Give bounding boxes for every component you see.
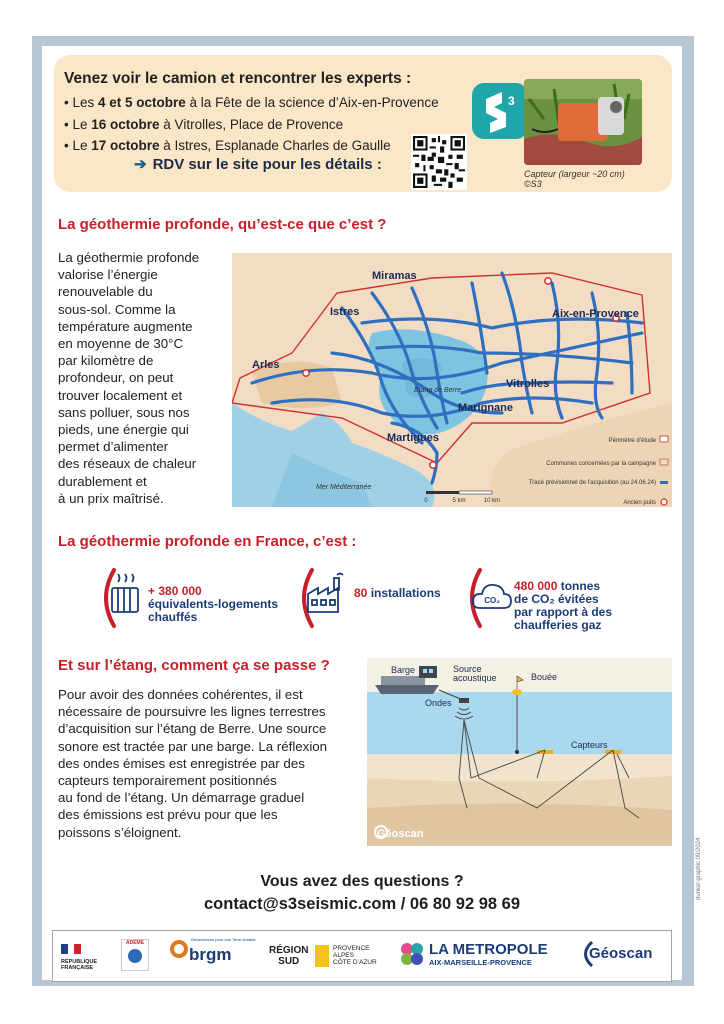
event-list	[64, 92, 439, 157]
qr-code[interactable]	[411, 134, 467, 190]
section-geothermie-text: La géothermie profonde valorise l’énergie renouvelable du sous-sol. Comme la température augmente en moyenne de 30°C par kilomètre de profondeur, on peut trouver localement et sans polluer, sous nos pieds, une énergie qui permet d’alimenter des réseaux de chaleur durablement et à un prix maîtrisé.	[58, 250, 200, 506]
stat-housing-number: + 380 000	[148, 584, 202, 598]
ademe-logo: ADEME	[121, 939, 149, 971]
stat-installations: 80 installations	[294, 566, 454, 630]
legend-track-swatch	[660, 481, 668, 484]
source-label-line1: Source	[453, 664, 482, 674]
lake-label: Etang de Berre	[414, 387, 462, 394]
side-credit: dunkel graphic 09/2024	[696, 837, 702, 900]
svg-text:10 km: 10 km	[483, 498, 501, 504]
town-label: Marignane	[458, 402, 514, 414]
legend-wells: Ancien puits	[623, 500, 656, 506]
geoscan-logo	[375, 826, 424, 840]
section-etang-text: Pour avoir des données cohérentes, il est nécessaire de poursuivre les lignes terrestres d’acquisition sur l’étang de Berre. Une source sonore est tractée par une barge. La réflexion des ondes émises est enregistrée par des capteurs temporairement positionnés au fond de l’étang. Un démarrage graduel des émissions est prévu pour que les poissons s’éloignent.	[58, 687, 328, 840]
svg-text:Géoscan: Géoscan	[377, 828, 424, 840]
sensor-photo	[524, 79, 642, 165]
photo-caption: Capteur (largeur ~20 cm) ©S3	[524, 169, 625, 189]
event-item: • Le 17 octobre à Istres, Esplanade Charles de Gaulle	[64, 138, 391, 153]
svg-text:5 km: 5 km	[452, 498, 466, 504]
legend-track: Tracé prévisionnel de l’acquisition (au 24.06.24)	[528, 480, 656, 486]
stat-installations-number: 80	[354, 586, 368, 600]
paca-shield-icon	[315, 945, 329, 967]
town-label: Vitrolles	[506, 378, 550, 390]
section-france-title: La géothermie profonde en France, c’est :	[58, 533, 357, 550]
contact-line[interactable]: contact@s3seismic.com / 06 80 92 98 69	[203, 895, 521, 913]
legend-perimeter: Périmètre d’étude	[608, 438, 656, 444]
event-box	[54, 55, 672, 192]
event-title: Venez voir le camion et rencontrer les experts :	[64, 70, 412, 87]
survey-map	[232, 253, 672, 507]
qr-code-icon	[413, 136, 465, 188]
brgm-icon	[169, 939, 189, 959]
section-etang-title: Et sur l’étang, comment ça se passe ?	[58, 657, 330, 674]
town-label: Arles	[252, 359, 280, 371]
town-label: Aix-en-Provence	[552, 308, 639, 320]
sea-label: Mer Méditerranée	[316, 484, 372, 491]
stat-co2-number: 480 000	[514, 579, 558, 593]
paca-text: PROVENCE ALPES CÔTE D’AZUR	[333, 945, 377, 966]
buoy-label: Bouée	[531, 672, 558, 682]
arrow-right-icon: ➔	[134, 156, 147, 173]
event-item: • Les 4 et 5 octobre à la Fête de la science d’Aix-en-Provence	[64, 95, 439, 110]
sensors-label: Capteurs	[571, 740, 608, 750]
rdv-link[interactable]: ➔ RDV sur le site pour les détails :	[134, 156, 382, 173]
town-label: Martigues	[387, 432, 439, 444]
republique-francaise-logo: RÉPUBLIQUE FRANÇAISE	[61, 941, 97, 971]
source-label-line2: acoustique	[453, 673, 497, 683]
questions-heading: Vous avez des questions ?	[260, 873, 464, 890]
s3-logo	[472, 83, 528, 139]
metropole-icon	[399, 941, 425, 967]
legend-communes: Communes concernées par la campagne	[546, 461, 656, 467]
metropole-logo: LA METROPOLE AIX-MARSEILLE-PROVENCE	[399, 941, 425, 972]
svg-text:CO₂: CO₂	[484, 596, 500, 605]
partner-logos-bar	[52, 930, 672, 982]
radiator-icon	[112, 574, 138, 612]
acquisition-diagram	[367, 658, 672, 846]
geoscan-footer-logo: Géoscan	[577, 939, 597, 974]
legend-communes-swatch	[660, 459, 668, 465]
barge-label: Barge	[391, 665, 416, 675]
section-geothermie-title: La géothermie profonde, qu’est-ce que c’est ?	[58, 216, 387, 233]
town-label: Istres	[330, 306, 360, 318]
legend-wells-swatch	[661, 499, 667, 505]
event-item: • Le 16 octobre à Vitrolles, Place de Provence	[64, 116, 344, 132]
town-label: Miramas	[372, 270, 417, 282]
svg-text:3: 3	[508, 94, 515, 108]
stat-co2: CO₂ 480 000 tonnes de CO₂ évitées par rapport à des chaufferies gaz	[462, 566, 672, 630]
waves-label: Ondes	[425, 698, 452, 708]
legend-perimeter-swatch	[660, 436, 668, 442]
stat-housing: + 380 000 équivalents-logements chauffés	[96, 566, 286, 630]
region-sud-logo: RÉGION SUD	[269, 945, 309, 967]
factory-icon	[308, 574, 343, 613]
svg-text:0: 0	[424, 498, 428, 504]
brgm-logo: Géosciences pour une Terre durable brgm	[169, 939, 189, 964]
